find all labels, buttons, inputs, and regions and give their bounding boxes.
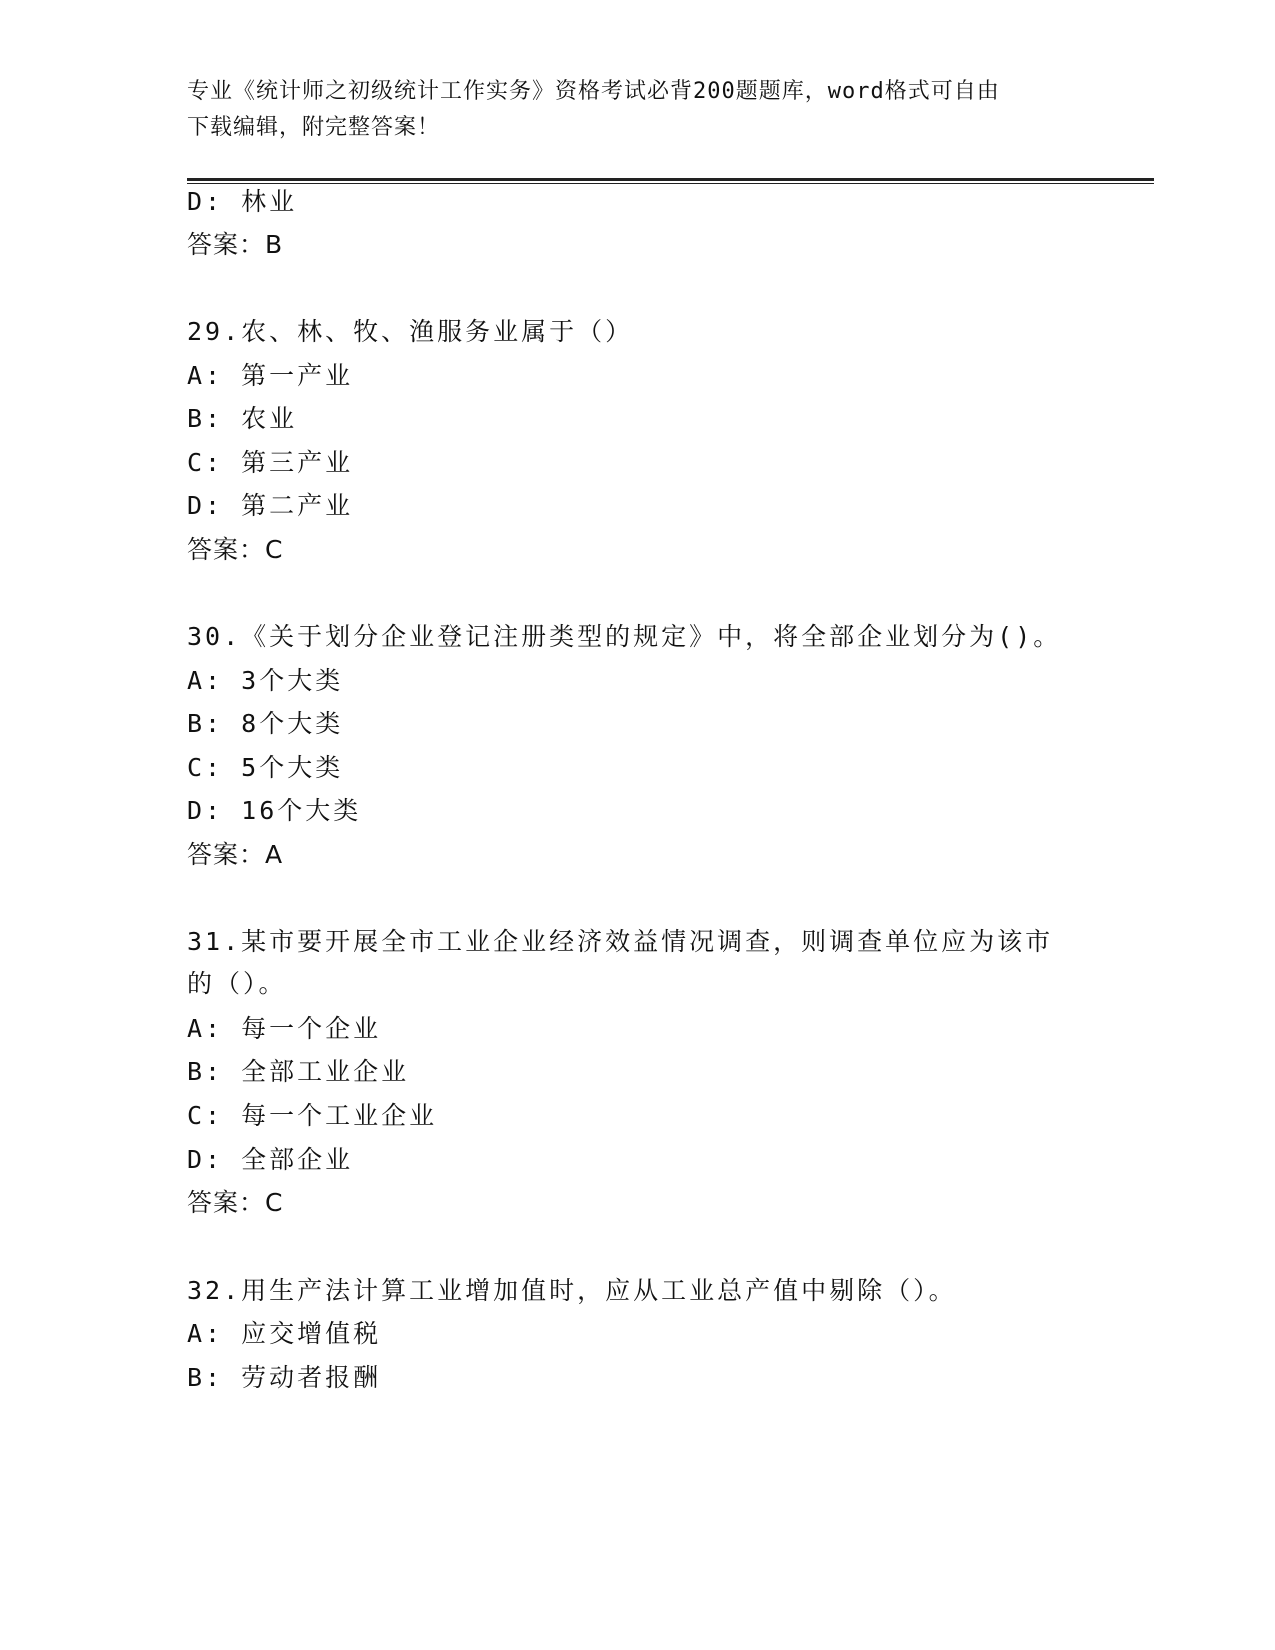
header-line-1: 专业《统计师之初级统计工作实务》资格考试必背200题题库，word格式可自由 — [187, 79, 1000, 104]
q29-option-b: B: 农业 — [187, 404, 298, 433]
q29-stem: 29.农、林、牧、渔服务业属于（） — [187, 317, 634, 346]
q30-stem: 30.《关于划分企业登记注册类型的规定》中，将全部企业划分为()。 — [187, 622, 1062, 651]
q32-stem: 32.用生产法计算工业增加值时，应从工业总产值中剔除（）。 — [187, 1276, 957, 1305]
q30-answer: 答案：A — [187, 840, 284, 869]
q29-option-d: D: 第二产业 — [187, 491, 354, 520]
header-rule-thick — [187, 178, 1154, 181]
q29-answer: 答案：C — [187, 535, 284, 564]
q31-option-d: D: 全部企业 — [187, 1145, 354, 1174]
q32-option-b: B: 劳动者报酬 — [187, 1363, 382, 1392]
q29-option-c: C: 第三产业 — [187, 448, 354, 477]
header-rule-thin — [187, 183, 1154, 184]
header-line-2: 下载编辑，附完整答案！ — [187, 115, 441, 140]
q31-option-a: A: 每一个企业 — [187, 1014, 382, 1043]
q31-stem-line-1: 31.某市要开展全市工业企业经济效益情况调查，则调查单位应为该市 — [187, 927, 1054, 956]
q29-option-a: A: 第一产业 — [187, 361, 354, 390]
q32-option-a: A: 应交增值税 — [187, 1319, 382, 1348]
q30-option-c: C: 5个大类 — [187, 753, 344, 782]
q31-option-b: B: 全部工业企业 — [187, 1057, 410, 1086]
q31-stem-line-2: 的（）。 — [187, 969, 287, 998]
q28-option-d: D: 林业 — [187, 187, 298, 216]
document-header — [187, 74, 1067, 146]
q30-option-d: D: 16个大类 — [187, 796, 362, 825]
q31-answer: 答案：C — [187, 1188, 284, 1217]
q28-answer: 答案：B — [187, 230, 284, 259]
q30-option-b: B: 8个大类 — [187, 709, 344, 738]
q31-option-c: C: 每一个工业企业 — [187, 1101, 438, 1130]
q30-option-a: A: 3个大类 — [187, 666, 344, 695]
